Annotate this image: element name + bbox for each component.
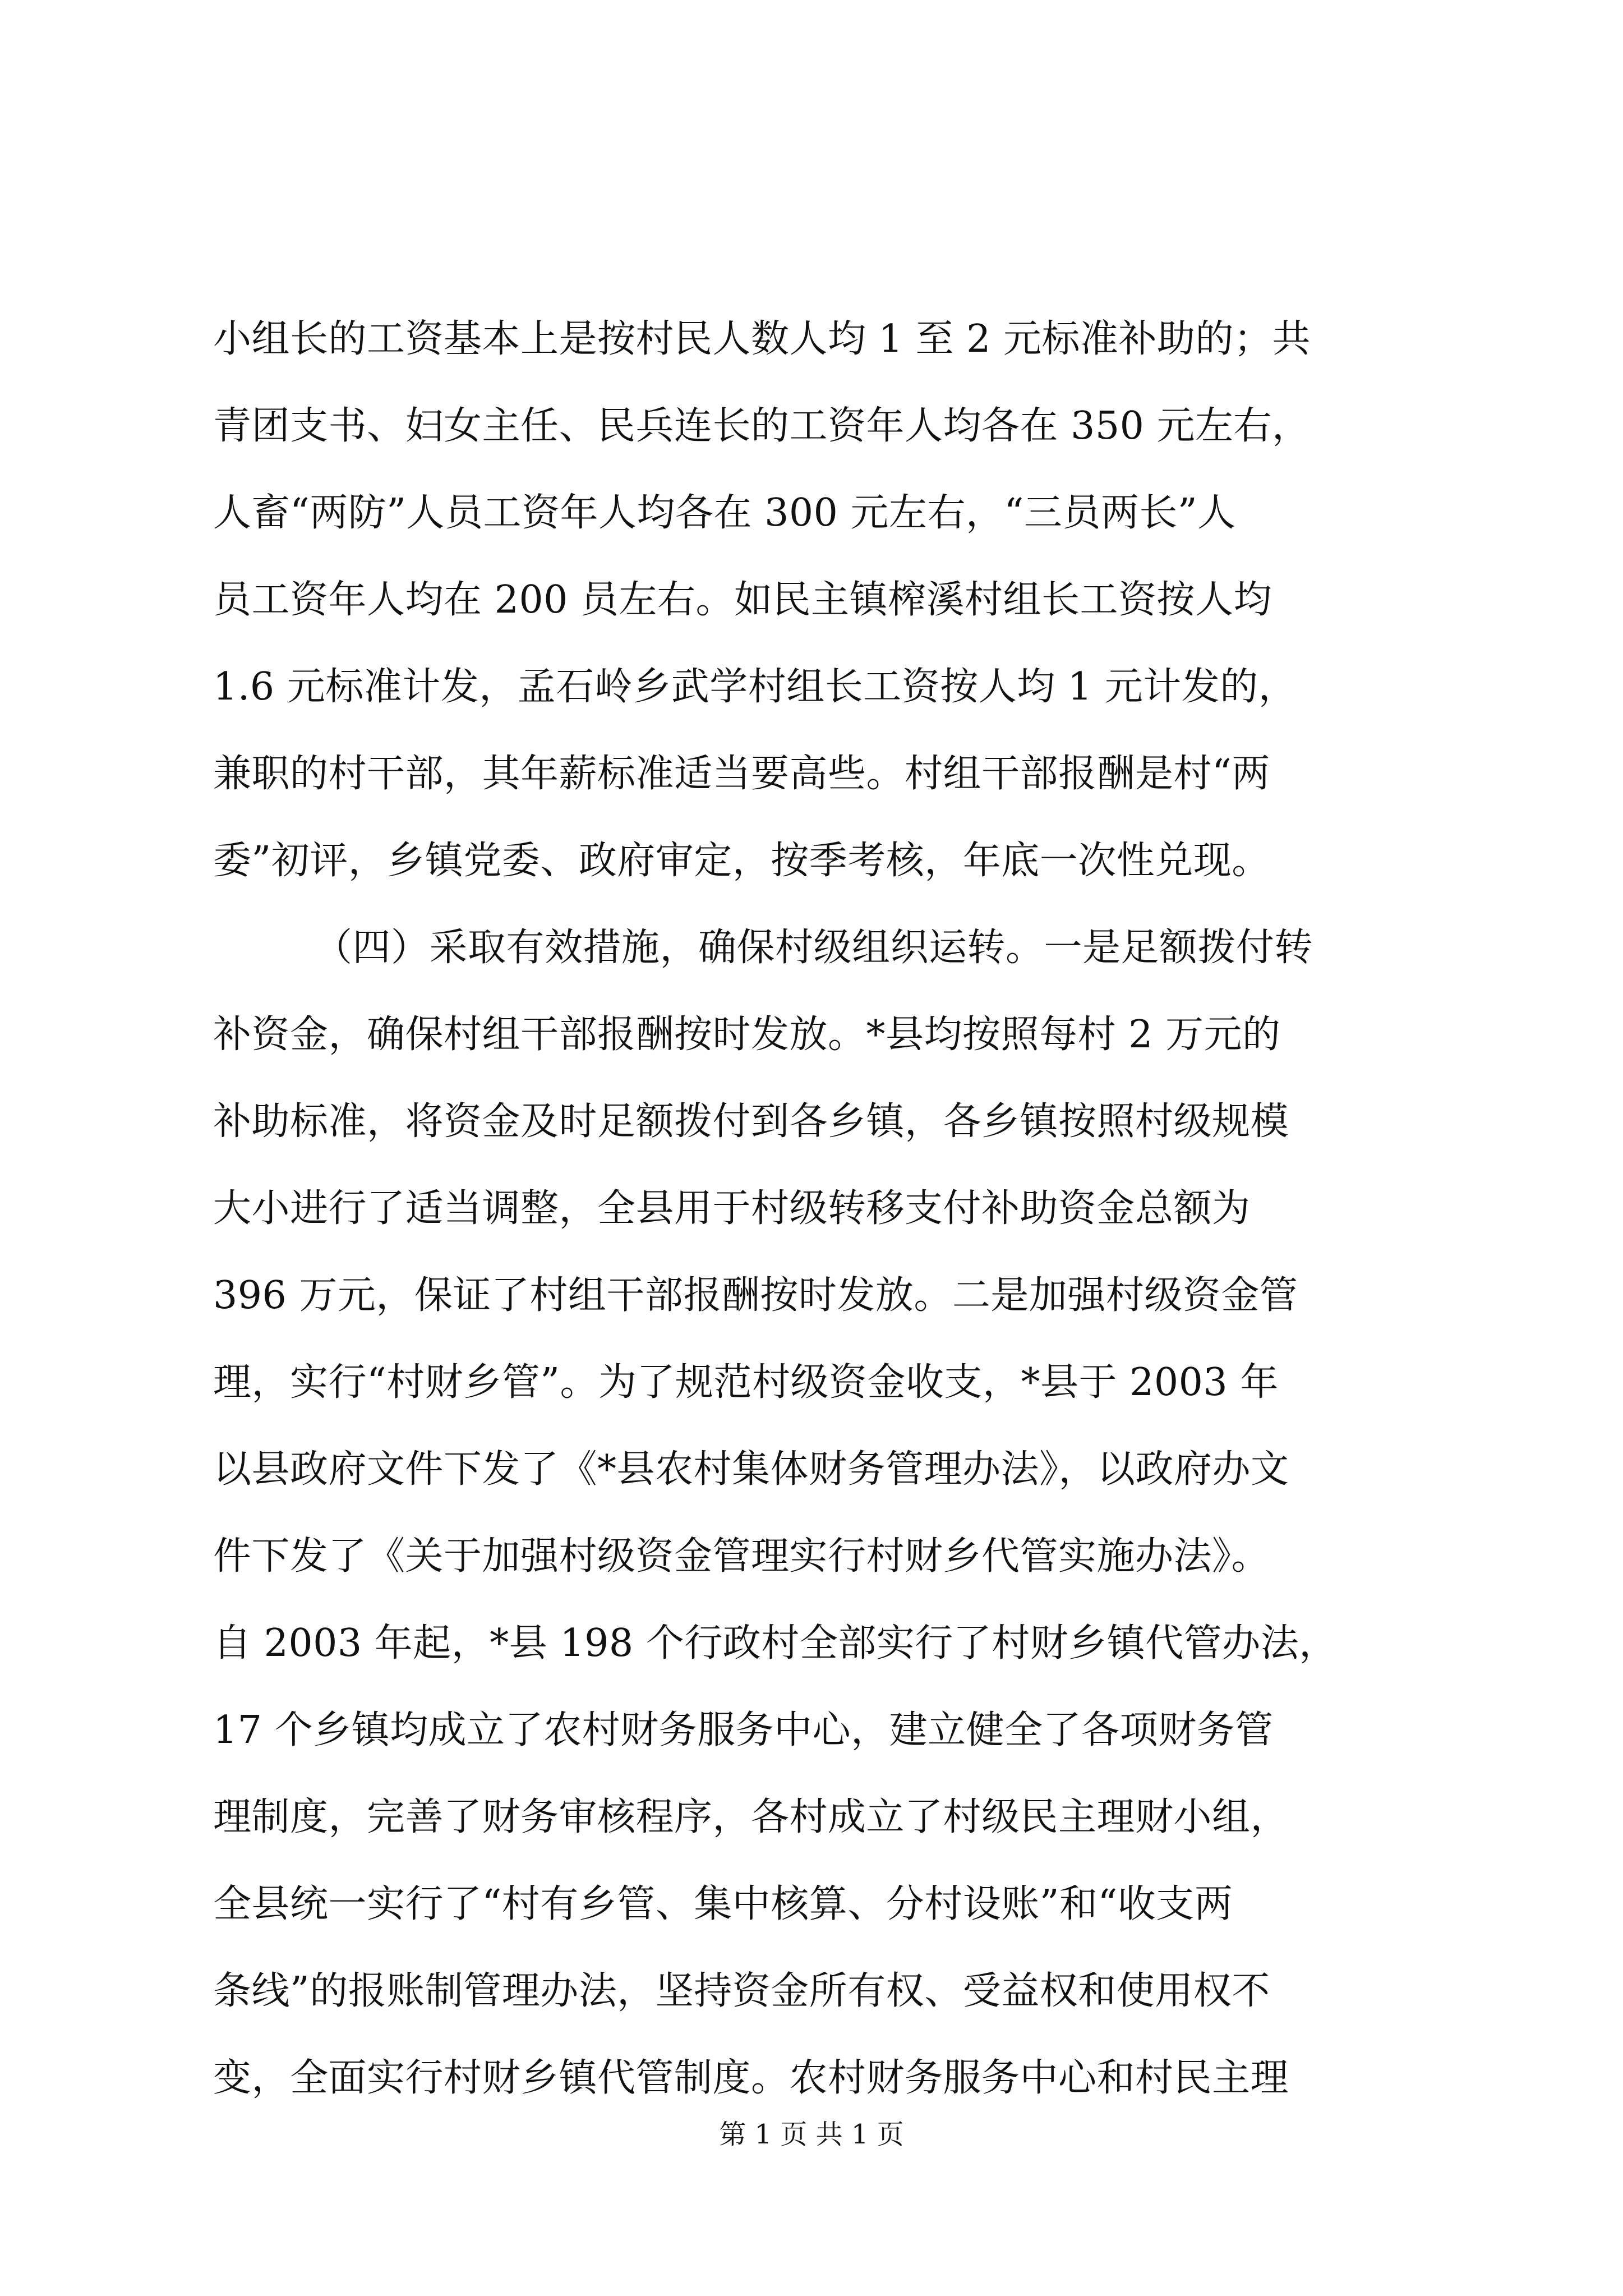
text-line: 青团支书、妇女主任、民兵连长的工资年人均各在 350 元左右，	[213, 404, 1311, 448]
text-line: 全县统一实行了“村有乡管、集中核算、分村设账”和“收支两	[213, 1882, 1233, 1926]
text-line: 理制度，完善了财务审核程序，各村成立了村级民主理财小组，	[213, 1795, 1289, 1839]
text-line: 兼职的村干部，其年薪标准适当要高些。村组干部报酬是村“两	[213, 752, 1270, 796]
text-line: 补助标准，将资金及时足额拨付到各乡镇，各乡镇按照村级规模	[213, 1099, 1289, 1144]
text-line: 补资金，确保村组干部报酬按时发放。*县均按照每村 2 万元的	[213, 1013, 1281, 1057]
text-line: 以县政府文件下发了《*县农村集体财务管理办法》，以政府办文	[213, 1447, 1289, 1492]
text-line: 理，实行“村财乡管”。为了规范村级资金收支，*县于 2003 年	[213, 1360, 1279, 1405]
page-number-footer: 第 1 页 共 1 页	[719, 2119, 904, 2150]
text-line: 件下发了《关于加强村级资金管理实行村财乡代管实施办法》。	[213, 1534, 1270, 1579]
text-line: 变，全面实行村财乡镇代管制度。农村财务服务中心和村民主理	[213, 2056, 1289, 2100]
text-line: 396 万元，保证了村组干部报酬按时发放。二是加强村级资金管	[213, 1273, 1298, 1318]
text-line: 委”初评，乡镇党委、政府审定，按季考核，年底一次性兑现。	[213, 839, 1270, 883]
text-line: 大小进行了适当调整，全县用于村级转移支付补助资金总额为	[213, 1186, 1251, 1231]
text-line: 员工资年人均在 200 员左右。如民主镇榨溪村组长工资按人均	[213, 578, 1272, 622]
text-line: 自 2003 年起，*县 198 个行政村全部实行了村财乡镇代管办法，	[213, 1621, 1338, 1665]
text-line: 人畜“两防”人员工资年人均各在 300 元左右，“三员两长”人	[213, 491, 1236, 535]
text-line: 条线”的报账制管理办法，坚持资金所有权、受益权和使用权不	[213, 1969, 1270, 2013]
text-line: 1.6 元标准计发，孟石岭乡武学村组长工资按人均 1 元计发的，	[213, 665, 1297, 709]
text-line: 小组长的工资基本上是按村民人数人均 1 至 2 元标准补助的；共	[213, 317, 1311, 361]
text-line: 17 个乡镇均成立了农村财务服务中心，建立健全了各项财务管	[213, 1708, 1274, 1752]
section-heading-line: （四）采取有效措施，确保村级组织运转。一是足额拨付转	[314, 926, 1313, 970]
